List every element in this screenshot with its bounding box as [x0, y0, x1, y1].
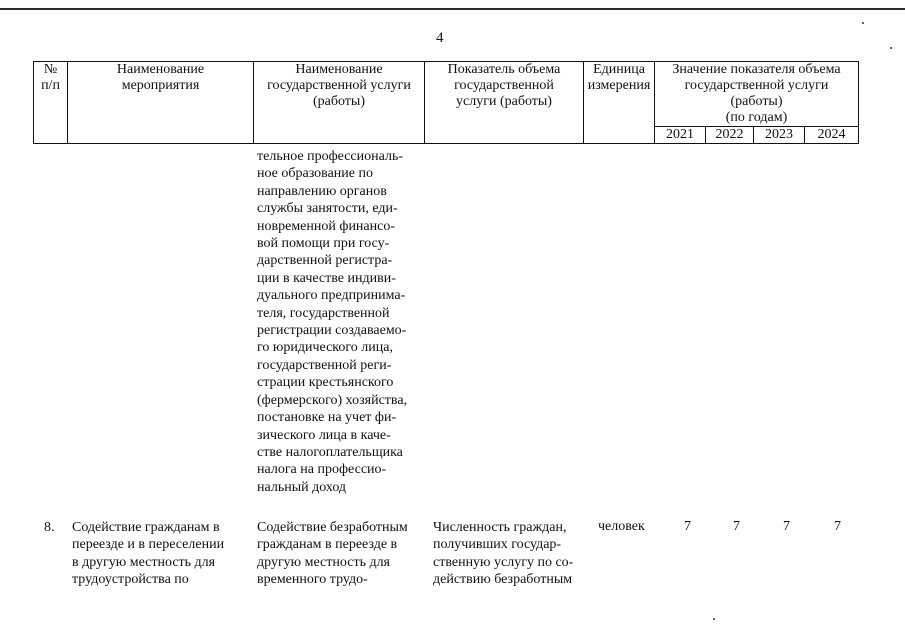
text-line: ции в качестве индиви-: [257, 270, 396, 286]
text-line: регистрации создаваемо-: [257, 323, 407, 339]
text-line: в другую местность для: [72, 554, 216, 570]
row8-unit: человек: [598, 519, 645, 534]
text-line: налога на профессио-: [257, 462, 387, 478]
text-line: дарственной регистра-: [257, 253, 393, 269]
page-number: 4: [436, 30, 444, 46]
text-line: переезде и в переселении: [72, 537, 225, 553]
text-line: зического лица в каче-: [257, 427, 391, 443]
row8-value-2024: 7: [834, 519, 841, 534]
text-line: дуального предпринима-: [257, 288, 406, 304]
text-line: направлению органов: [257, 183, 387, 199]
text-line: временного трудо-: [257, 572, 368, 588]
text-line: страции крестьянского: [257, 375, 394, 391]
text-line: тельное профессиональ-: [257, 149, 403, 164]
text-line: службы занятости, еди-: [257, 201, 398, 217]
header-year: 2022: [706, 127, 754, 144]
text-line: получивших государ-: [433, 537, 562, 553]
continued-service-text: [257, 148, 420, 496]
row8-value-2022: 7: [733, 519, 740, 534]
text-line: Содействие безработным: [257, 520, 408, 535]
scan-speck: [890, 47, 892, 49]
text-line: новременной финансо-: [257, 218, 396, 234]
header-volume-indicator: Показатель объема государственной услуги (работы): [425, 62, 584, 144]
text-line: нальный доход: [257, 479, 347, 495]
header-unit: Единица измерения: [584, 62, 655, 144]
text-line: государственной реги-: [257, 357, 392, 373]
text-line: вой помощи при госу-: [257, 236, 390, 252]
row-number: 8.: [44, 520, 55, 535]
text-line: Содействие гражданам в: [72, 520, 220, 535]
header-year: 2023: [754, 127, 805, 144]
text-line: ственную услугу по со-: [433, 554, 574, 570]
header-year: 2024: [805, 127, 859, 144]
row8-value-2021: 7: [684, 519, 691, 534]
text-line: теля, государственной: [257, 305, 390, 321]
row8-service-text: [257, 519, 420, 589]
text-line: гражданам в переезде в: [257, 537, 398, 553]
table-header: [33, 61, 859, 144]
text-line: (фермерского) хозяйства,: [257, 392, 408, 408]
text-line: другую местность для: [257, 554, 390, 570]
text-line: действию безработным: [433, 572, 573, 588]
header-number: № п/п: [34, 62, 68, 144]
row8-event-text: [72, 519, 246, 589]
header-event-name: Наименование мероприятия: [68, 62, 254, 144]
text-line: ное образование по: [257, 166, 373, 182]
header-year: 2021: [655, 127, 706, 144]
row8-value-2023: 7: [783, 519, 790, 534]
header-indicator-values: Значение показателя объема государственной услуги (работы) (по годам): [655, 62, 859, 127]
text-line: стве налогоплательщика: [257, 444, 403, 460]
header-service-name: Наименование государственной услуги (работы): [254, 62, 425, 144]
row8-indicator-text: [433, 519, 583, 589]
scan-speck: [862, 22, 864, 24]
text-line: постановке на учет фи-: [257, 410, 397, 426]
text-line: трудоустройства по: [72, 572, 189, 588]
text-line: Численность граждан,: [433, 520, 567, 535]
scan-speck: [713, 618, 715, 620]
text-line: го юридического лица,: [257, 340, 393, 356]
page-top-border: [0, 8, 905, 10]
